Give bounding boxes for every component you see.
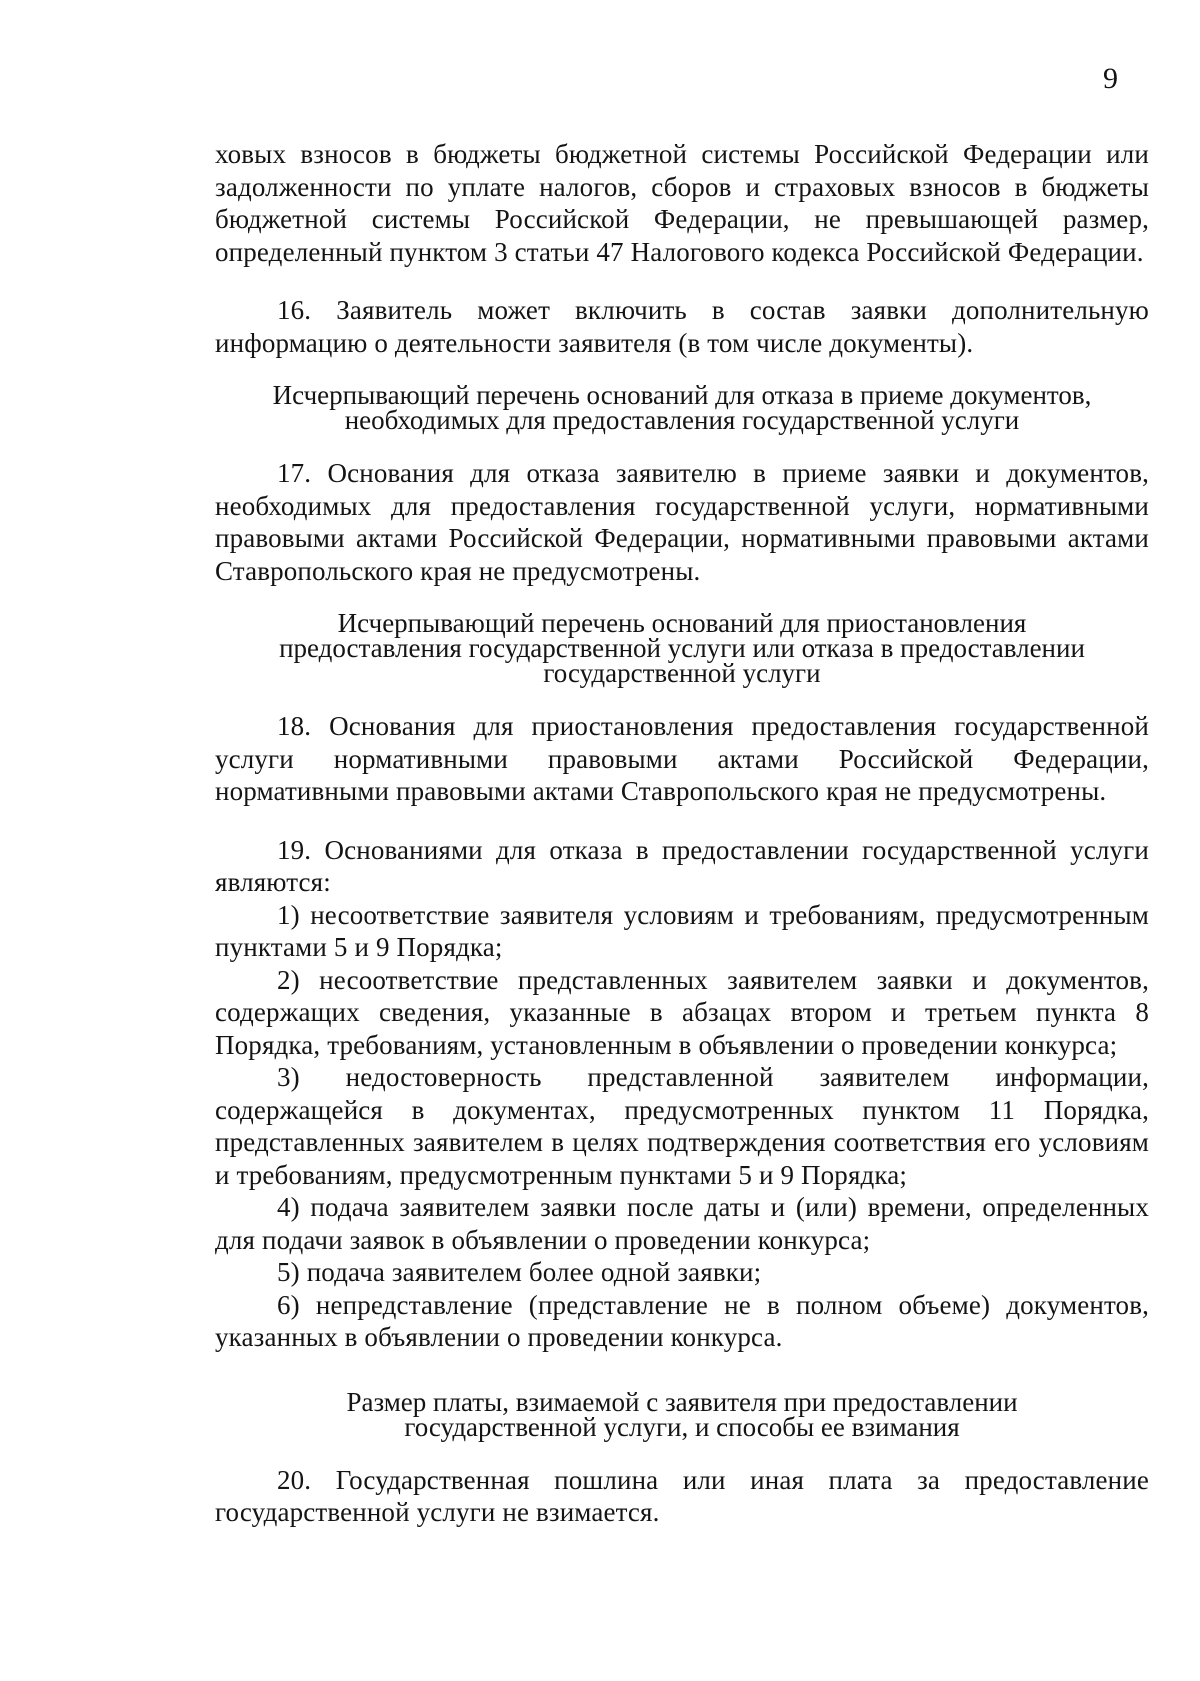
- paragraph-16: 16. Заявитель может включить в состав заявки дополнительную информацию о деятельности заявителя (в том числе документы).: [215, 295, 1149, 358]
- heading-line: Исчерпывающий перечень оснований для приостановления: [337, 608, 1027, 638]
- heading-line: предоставления государственной услуги или отказа в предоставлении: [279, 633, 1085, 663]
- list-item-5: 5) подача заявителем более одной заявки;: [277, 1257, 762, 1287]
- paragraph-19: 19. Основаниями для отказа в предоставлении государственной услуги являются:: [215, 834, 1149, 897]
- list-item-1: 1) несоответствие заявителя условиям и требованиям, предусмотренным пунктами 5 и 9 Порядка;: [215, 899, 1149, 962]
- section-heading-fee: [215, 1386, 1149, 1442]
- heading-line: Исчерпывающий перечень оснований для отказа в приеме документов,: [272, 380, 1092, 410]
- heading-line: Размер платы, взимаемой с заявителя при предоставлении: [346, 1386, 1018, 1417]
- page-number: 9: [1103, 62, 1118, 95]
- paragraph-continuation: ховых взносов в бюджеты бюджетной системы Российской Федерации или задолженности по уплате налогов, сборов и страховых взносов в бюджеты бюджетной системы Российской Федерации, не превышающей размер, определенный пунктом 3 статьи 47 Налогового кодекса Российской Федерации.: [215, 139, 1149, 267]
- paragraph-20: 20. Государственная пошлина или иная плата за предоставление государственной услуги не взимается.: [215, 1464, 1149, 1527]
- list-item-3: 3) недостоверность представленной заявителем информации, содержащейся в документах, предусмотренных пунктом 11 Порядка, представленных заявителем в целях подтверждения соответствия его условиям и требованиям, предусмотренным пунктами 5 и 9 Порядка;: [215, 1062, 1149, 1190]
- paragraph-18: 18. Основания для приостановления предоставления государственной услуги нормативными правовыми актами Российской Федерации, нормативными правовыми актами Ставропольского края не предусмотрены.: [215, 711, 1149, 806]
- heading-line: государственной услуги: [543, 658, 821, 688]
- paragraph-17: 17. Основания для отказа заявителю в приеме заявки и документов, необходимых для предоставления государственной услуги, нормативными правовыми актами Российской Федерации, нормативными правовыми актами Ставропольского края не предусмотрены.: [215, 458, 1149, 586]
- section-heading-suspension: [215, 608, 1149, 688]
- list-item-6: 6) непредставление (представление не в полном объеме) документов, указанных в объявлении о проведении конкурса.: [215, 1289, 1149, 1352]
- heading-line: государственной услуги, и способы ее взимания: [404, 1411, 960, 1442]
- document-body: [215, 138, 1149, 1529]
- heading-line: необходимых для предоставления государственной услуги: [344, 405, 1020, 435]
- list-item-4: 4) подача заявителем заявки после даты и (или) времени, определенных для подачи заявок в объявлении о проведении конкурса;: [215, 1192, 1149, 1255]
- section-heading-refusal-documents: [215, 380, 1149, 435]
- list-item-2: 2) несоответствие представленных заявителем заявки и документов, содержащих сведения, указанные в абзацах втором и третьем пункта 8 Порядка, требованиям, установленным в объявлении о проведении конкурса;: [215, 964, 1149, 1060]
